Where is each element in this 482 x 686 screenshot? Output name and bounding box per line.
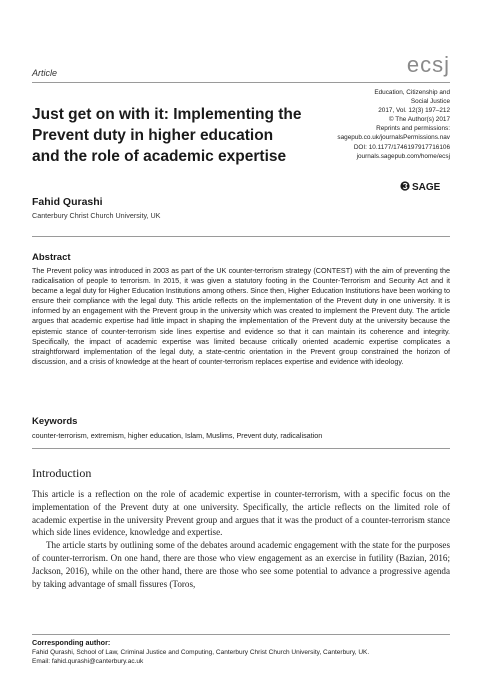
copyright: © The Author(s) 2017: [388, 116, 450, 124]
corresponding-author-details: [32, 648, 450, 667]
journal-logo: ecsj: [406, 52, 450, 77]
article-title: Just get on with it: Implementing the Prevent duty in higher education and the role of academic expertise: [32, 106, 302, 165]
intro-paragraph: This article is a reflection on the role of academic expertise in counter-terrorism, with a specific focus on the implementation of the Prevent duty at one university. Specifically, the article reflects on the limited role of academic expertise in the university Prevent group and argues that it was the product of a counter-terrorism stance which side lines evidence, knowledge and expertise.: [32, 489, 450, 538]
author-affiliation: Canterbury Christ Church University, UK: [32, 211, 161, 220]
keywords-text: counter-terrorism, extremism, higher education, Islam, Muslims, Prevent duty, radicalisation: [32, 431, 323, 440]
introduction-body: [32, 488, 450, 590]
abstract-heading: Abstract: [32, 252, 71, 263]
author-name: Fahid Qurashi: [32, 196, 103, 208]
keywords-divider: [32, 448, 450, 449]
volume-info: 2017, Vol. 12(3) 197–212: [378, 107, 450, 115]
introduction-heading: Introduction: [32, 466, 92, 480]
keywords-heading: Keywords: [32, 416, 78, 427]
corresponding-author-heading: Corresponding author:: [32, 638, 111, 647]
author-address: Fahid Qurashi, School of Law, Criminal Justice and Computing, Canterbury Christ Church University, Canterbury, UK.: [32, 649, 370, 656]
publisher-name: SAGE: [412, 182, 441, 192]
doi[interactable]: DOI: 10.1177/1746197917716106: [353, 143, 450, 151]
section-divider: [32, 236, 450, 237]
journal-name: Education, Citizenship and: [374, 89, 450, 96]
journal-name-cont: Social Justice: [410, 98, 450, 106]
journal-url[interactable]: journals.sagepub.com/home/ecsj: [356, 152, 450, 160]
journal-metadata: [318, 88, 450, 161]
intro-paragraph: The article starts by outlining some of the debates around academic engagement with the state for the purposes of counter-terrorism. On one hand, there are those who view engagement as an exercise in futility (Bazian, 2016; Jackson, 2016), while on the other hand, there are those who see some potential to advance a progressive agenda by taking advantage of small fissures (Toros,: [32, 540, 450, 589]
abstract-text: The Prevent policy was introduced in 2003 as part of the UK counter-terrorism strategy (CONTEST) with the aim of preventing the radicalisation of people to terrorism. In 2015, it was given a statutory footing in the Counter-Terrorism and Security Act and it became a legal duty for Higher Education Institutions among others. Since then, Higher Education Institutions have been working to ensure their compliance with the legal duty. This article reflects on the implementation of the Prevent duty in one university. It is informed by an engagement with the Prevent group in the university which was created to implement the Prevent duty. The article argues that academic expertise had little impact in shaping the implementation of the Prevent duty at the university because the epistemic stance of counter-terrorism side lines expertise and evidence so that it can maintain its coherence and integrity. Specifically, the impact of academic expertise was limited because critically oriented academic expertise complicates a straightforward implementation of the legal duty, a state-centric orientation in the Prevent group constrained the horizon of discussion, and a crisis of knowledge at the heart of counter-terrorism replaces expertise and evidence with ideology.: [32, 266, 450, 366]
article-type-label: Article: [32, 68, 58, 78]
author-email[interactable]: Email: fahid.qurashi@canterbury.ac.uk: [32, 658, 144, 666]
header-divider: [32, 82, 450, 83]
reprints-link[interactable]: sagepub.co.uk/journalsPermissions.nav: [337, 134, 450, 142]
reprints-label: Reprints and permissions:: [376, 125, 450, 133]
footer-divider: [32, 634, 450, 635]
sage-logo: [400, 180, 452, 192]
